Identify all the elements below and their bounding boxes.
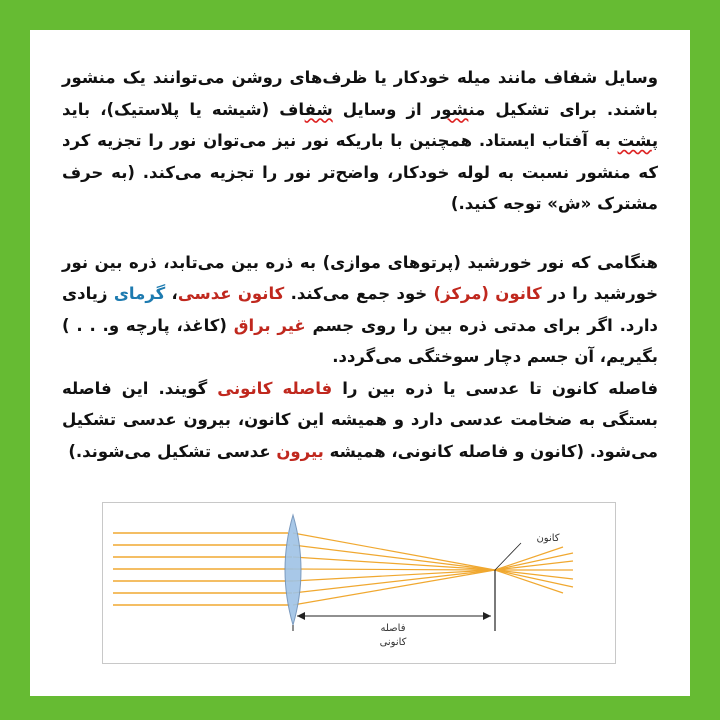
p1-line2c: اف (شیشه یا پلاستیک)، [100,99,305,119]
p1-squiggle-3: شت [617,131,652,150]
p2-text-e: (کاغذ، پارچه و. . . ) بگیریم، آن جسم دچار سوختگی می‌گردد. [62,315,658,366]
converging-rays [293,533,573,605]
green-border-left [0,0,30,720]
p1-line3b: به آفتاب ایستاد. همچنین با باریکه نور نیز می‌توان نور را [148,131,618,150]
p1-line1: وسایل شفاف مانند میله خودکار یا ظرف‌های روشن می‌توانند یک [122,68,658,87]
paragraph-prism [62,62,658,220]
lens-shape [285,515,301,625]
paragraph-focus [62,247,658,373]
incoming-rays [113,533,293,605]
p1-line2a: منشور باشند. برای تشکیل من [62,68,658,119]
focal-length-label-1: فاصله [380,623,406,634]
paragraph-focal-length [62,373,658,468]
arrowhead-left [297,612,305,620]
p1-line4: تجزیه کرد که منشور نسبت به لوله خودکار، واضح‌تر نور را تجزیه [62,131,659,182]
p2-text-a: هنگامی که نور خورشید (پرتوهای موازی) به ذره بین می‌تابد، ذره بین نور خورشید را در [62,252,658,303]
text-content [62,62,658,467]
p1-line3a: باید پ [62,99,659,150]
focus-label: کانون [536,533,560,544]
p1-squiggle-1: شو [441,99,469,119]
p3-text-c: عدسی تشکیل می‌شوند.) [68,441,277,461]
highlight-gheyr-barragh: غیر براق [233,315,306,335]
p2-text-c: ، [165,284,178,303]
lens-diagram [102,502,616,664]
focal-length-label-2: کانونی [379,637,407,648]
highlight-fasele-kanuni: فاصله کانونی [217,378,333,398]
p3-text-a: فاصله کانون تا عدسی یا ذره بین را [332,378,658,398]
highlight-kanun-adasi: کانون عدسی [177,284,285,303]
p1-squiggle-2: شف [304,99,333,119]
highlight-biroon: بیرون [276,441,324,461]
arrowhead-right [483,612,491,620]
p2-text-b: خود جمع می‌کند. [284,284,434,303]
green-border-bottom [0,696,720,720]
green-border-top [0,0,720,30]
p2-text-d: زیادی دارد. اگر برای مدتی ذره بین را روی جسم [62,284,658,335]
p1-line5: می‌کند. (به حرف مشترک «ش» توجه کنید.) [62,162,658,213]
lens-diagram-svg [103,503,615,663]
green-border-right [690,0,720,720]
highlight-garma: گرمای [113,284,166,303]
p3-text-b: گویند. این فاصله بستگی به ضخامت عدسی دارد و همیشه این کانون، بیرون عدسی تشکیل می‌شود. (کانون و فاصله کانونی، همیشه [62,378,658,461]
highlight-kanun-markaz: کانون (مرکز) [433,284,542,303]
p1-line2b: ر از وسایل [332,99,442,119]
